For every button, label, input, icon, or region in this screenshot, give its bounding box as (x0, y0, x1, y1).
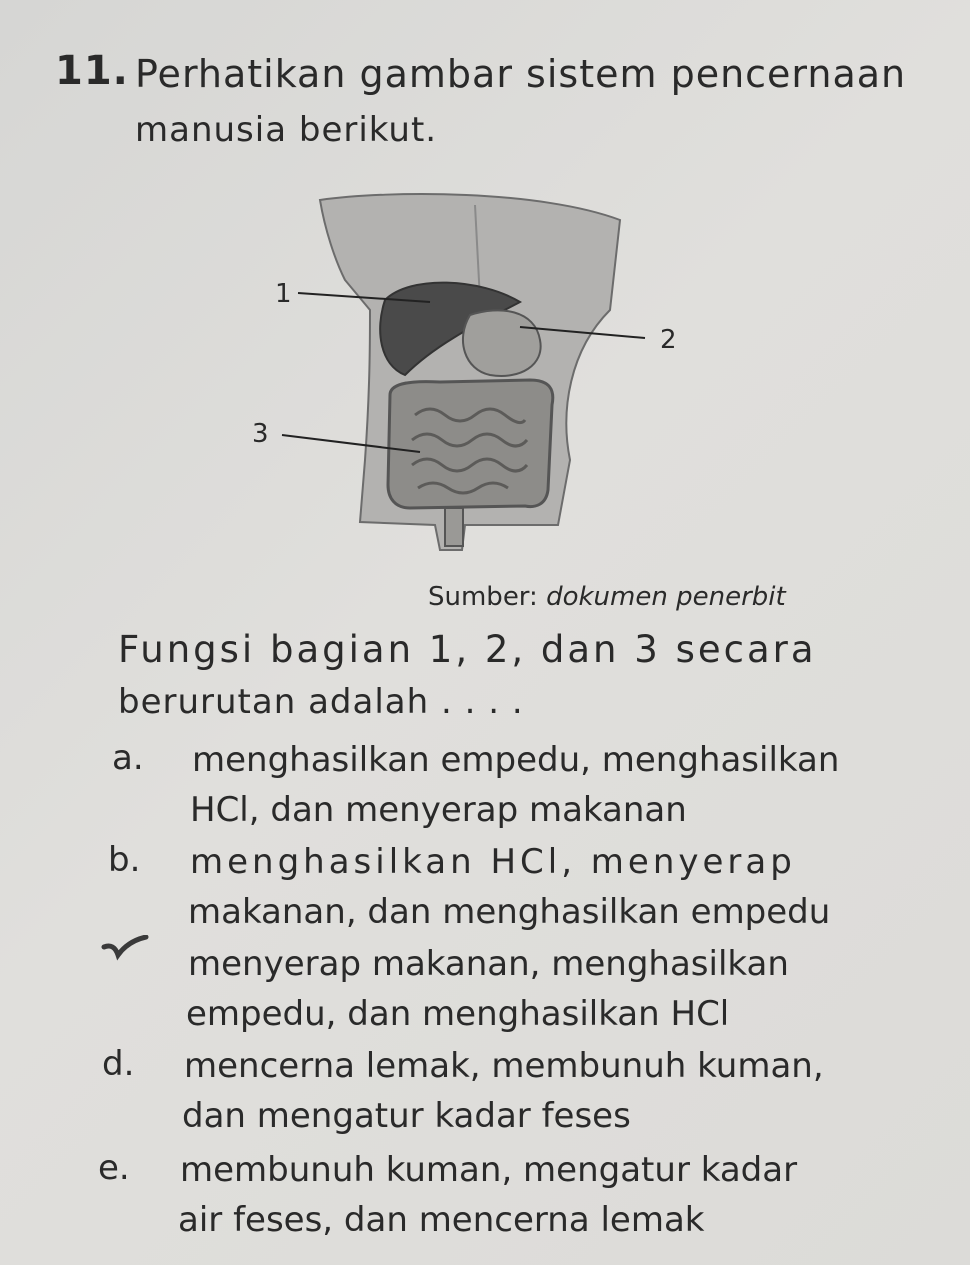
option-a-line-1: menghasilkan empedu, menghasilkan (192, 740, 840, 780)
caption-prefix: Sumber: (428, 582, 538, 612)
option-b-line-1: menghasilkan HCl, menyerap (190, 842, 796, 882)
stomach-shape (463, 310, 541, 376)
option-c-line-2: empedu, dan menghasilkan HCl (186, 994, 730, 1034)
rectum-shape (445, 508, 463, 546)
option-b-line-2: makanan, dan menghasilkan empedu (188, 892, 831, 932)
digestive-system-figure (240, 190, 710, 560)
figure-label-2: 2 (660, 325, 677, 355)
caption-source: dokumen penerbit (546, 582, 786, 612)
question-stem-line-1: Perhatikan gambar sistem pencernaan (135, 52, 907, 96)
option-d-letter: d. (102, 1044, 135, 1084)
option-a-letter: a. (112, 738, 144, 778)
option-d-line-2: dan mengatur kadar feses (182, 1096, 631, 1136)
figure-caption (428, 582, 786, 612)
figure-label-1: 1 (275, 279, 292, 309)
option-c-line-1: menyerap makanan, menghasilkan (188, 944, 789, 984)
question-number: 11. (55, 48, 129, 94)
prompt-line-1: Fungsi bagian 1, 2, dan 3 secara (118, 628, 817, 671)
option-e-line-2: air feses, dan mencerna lemak (178, 1200, 705, 1240)
option-e-line-1: membunuh kuman, mengatur kadar (180, 1150, 798, 1190)
option-b-letter: b. (108, 840, 141, 880)
option-e-letter: e. (98, 1148, 130, 1188)
option-a-line-2: HCl, dan menyerap makanan (190, 790, 687, 830)
option-c-letter (106, 938, 136, 978)
figure-label-3: 3 (252, 419, 269, 449)
question-stem-line-2: manusia berikut. (135, 110, 438, 150)
option-d-line-1: mencerna lemak, membunuh kuman, (184, 1046, 824, 1086)
prompt-line-2: berurutan adalah . . . . (118, 682, 524, 722)
large-intestine-shape (388, 380, 553, 508)
